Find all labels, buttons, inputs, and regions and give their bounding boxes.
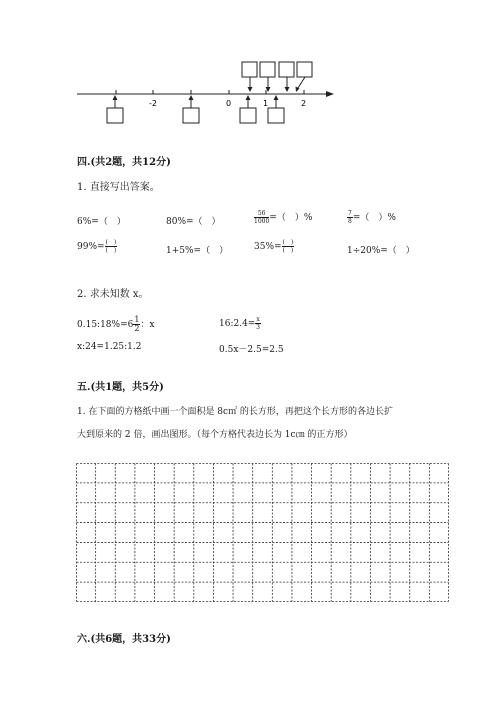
- equation-2: 16:2.4= $\frac{x}{3}$: [219, 316, 260, 331]
- section4-q1-title: 1. 直接写出答案。: [77, 182, 160, 193]
- section4-heading: 四.(共2题，共12分): [77, 157, 171, 168]
- upper-answer-boxes: [242, 62, 312, 77]
- tick-label-2: 2: [301, 99, 307, 108]
- fraction-blank-c: $\frac{( )}{( )}$: [282, 239, 294, 254]
- section5-q1-line1: 1. 在下面的方格纸中画一个面积是 8c㎡ 的长方形，再把这个长方形的各边长扩: [77, 407, 393, 417]
- equation-1: 0.15:18%=6 $\frac{1}{2}$ ：x: [77, 315, 155, 333]
- lower-answer-boxes: [107, 108, 284, 123]
- answer-1-plus-5-percent: 1+5%=（ ）: [166, 246, 229, 256]
- fraction-1-2: $\frac{1}{2}$: [134, 315, 140, 333]
- answer-56-over-1000: $\frac{56}{1000}$ =（ ）%: [254, 210, 313, 225]
- equation-3: x:24=1.25:1.2: [77, 342, 142, 352]
- section6-heading: 六.(共6题，共33分): [77, 634, 171, 645]
- up-arrows: [115, 98, 276, 108]
- tick-label-neg2: -2: [149, 99, 157, 108]
- fraction-blank-a: $\frac{( )}{( )}$: [105, 239, 117, 254]
- down-arrowheads: [248, 87, 300, 93]
- tick-label-1: 1: [263, 99, 269, 108]
- answer-80-percent: 80%=（ ）: [166, 217, 221, 227]
- tick-label-0: 0: [226, 99, 232, 108]
- section5-q1-line2: 大到原来的 2 倍，画出图形。（每个方格代表边长为 1c㎝ 的正方形）: [77, 430, 353, 440]
- number-line-arrowhead: [326, 91, 334, 97]
- fraction-56-1000: $\frac{56}{1000}$: [254, 210, 270, 225]
- answer-6-percent: 6%=（ ）: [77, 217, 126, 227]
- section5-heading: 五.(共1题，共5分): [77, 382, 164, 393]
- answer-1-div-20-percent: 1÷20%=（ ）: [347, 246, 415, 256]
- down-arrows: [250, 77, 305, 88]
- fraction-x-3: $\frac{x}{3}$: [256, 316, 260, 331]
- number-line-figure: [0, 0, 500, 135]
- up-arrowheads: [113, 95, 279, 100]
- answer-99-percent: 99%= $\frac{( )}{( )}$: [77, 239, 117, 254]
- fraction-7-8: $\frac{7}{8}$: [348, 210, 352, 225]
- answer-7-over-8: $\frac{7}{8}$ =（ ）%: [348, 210, 396, 225]
- grid-paper: [76, 463, 449, 602]
- answer-35-percent: 35%= $\frac{( )}{( )}$: [254, 239, 294, 254]
- equation-4: 0.5x－2.5=2.5: [219, 345, 284, 355]
- number-line-ticks: [116, 90, 304, 94]
- section4-q2-title: 2. 求未知数 x。: [77, 289, 149, 300]
